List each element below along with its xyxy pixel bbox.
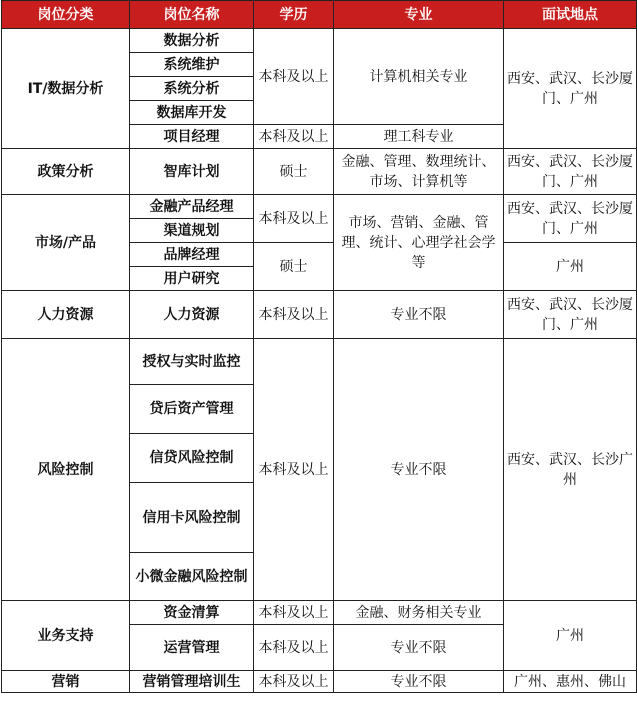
table-row — [2, 29, 637, 53]
table-row — [2, 339, 637, 385]
major-cell: 金融、财务相关专业 — [334, 601, 504, 625]
education-cell: 本科及以上 — [254, 601, 334, 625]
position-cell: 系统分析 — [130, 77, 254, 101]
category-cell: 风险控制 — [2, 339, 130, 601]
location-cell: 西安、武汉、长沙广州 — [504, 339, 637, 601]
recruitment-table — [1, 0, 637, 693]
table-row — [2, 291, 637, 339]
table-row — [2, 671, 637, 693]
position-cell: 授权与实时监控 — [130, 339, 254, 385]
position-cell: 小微金融风险控制 — [130, 553, 254, 601]
position-cell: 系统维护 — [130, 53, 254, 77]
major-cell: 计算机相关专业 — [334, 29, 504, 125]
position-cell: 用户研究 — [130, 267, 254, 291]
education-cell: 本科及以上 — [254, 195, 334, 243]
category-cell: 营销 — [2, 671, 130, 693]
category-cell: 政策分析 — [2, 149, 130, 195]
education-cell: 硕士 — [254, 149, 334, 195]
table-row — [2, 195, 637, 219]
position-cell: 资金清算 — [130, 601, 254, 625]
position-cell: 运营管理 — [130, 625, 254, 671]
major-cell: 理工科专业 — [334, 125, 504, 149]
table-row — [2, 149, 637, 195]
major-cell: 市场、营销、金融、管理、统计、心理学社会学等 — [334, 195, 504, 291]
education-cell: 本科及以上 — [254, 291, 334, 339]
location-cell: 西安、武汉、长沙厦门、广州 — [504, 29, 637, 149]
education-cell: 本科及以上 — [254, 29, 334, 125]
header-category: 岗位分类 — [2, 1, 130, 29]
position-cell: 信用卡风险控制 — [130, 483, 254, 553]
major-cell: 金融、管理、数理统计、市场、计算机等 — [334, 149, 504, 195]
location-cell: 西安、武汉、长沙厦门、广州 — [504, 195, 637, 243]
major-cell: 专业不限 — [334, 671, 504, 693]
header-position: 岗位名称 — [130, 1, 254, 29]
position-cell: 金融产品经理 — [130, 195, 254, 219]
header-major: 专业 — [334, 1, 504, 29]
education-cell: 本科及以上 — [254, 671, 334, 693]
header-row — [2, 1, 637, 29]
position-cell: 数据库开发 — [130, 101, 254, 125]
category-cell: 人力资源 — [2, 291, 130, 339]
position-cell: 智库计划 — [130, 149, 254, 195]
position-cell: 贷后资产管理 — [130, 385, 254, 434]
education-cell: 本科及以上 — [254, 625, 334, 671]
education-cell: 本科及以上 — [254, 125, 334, 149]
position-cell: 营销管理培训生 — [130, 671, 254, 693]
position-cell: 数据分析 — [130, 29, 254, 53]
position-cell: 品牌经理 — [130, 243, 254, 267]
category-cell: IT/数据分析 — [2, 29, 130, 149]
education-cell: 本科及以上 — [254, 339, 334, 601]
major-cell: 专业不限 — [334, 625, 504, 671]
category-cell: 业务支持 — [2, 601, 130, 671]
position-cell: 项目经理 — [130, 125, 254, 149]
position-cell: 信贷风险控制 — [130, 434, 254, 483]
major-cell: 专业不限 — [334, 291, 504, 339]
location-cell: 西安、武汉、长沙厦门、广州 — [504, 291, 637, 339]
header-location: 面试地点 — [504, 1, 637, 29]
position-cell: 人力资源 — [130, 291, 254, 339]
position-cell: 渠道规划 — [130, 219, 254, 243]
header-education: 学历 — [254, 1, 334, 29]
category-cell: 市场/产品 — [2, 195, 130, 291]
table-row — [2, 601, 637, 625]
location-cell: 西安、武汉、长沙厦门、广州 — [504, 149, 637, 195]
education-cell: 硕士 — [254, 243, 334, 291]
major-cell: 专业不限 — [334, 339, 504, 601]
location-cell: 广州、惠州、佛山 — [504, 671, 637, 693]
location-cell: 广州 — [504, 243, 637, 291]
location-cell: 广州 — [504, 601, 637, 671]
